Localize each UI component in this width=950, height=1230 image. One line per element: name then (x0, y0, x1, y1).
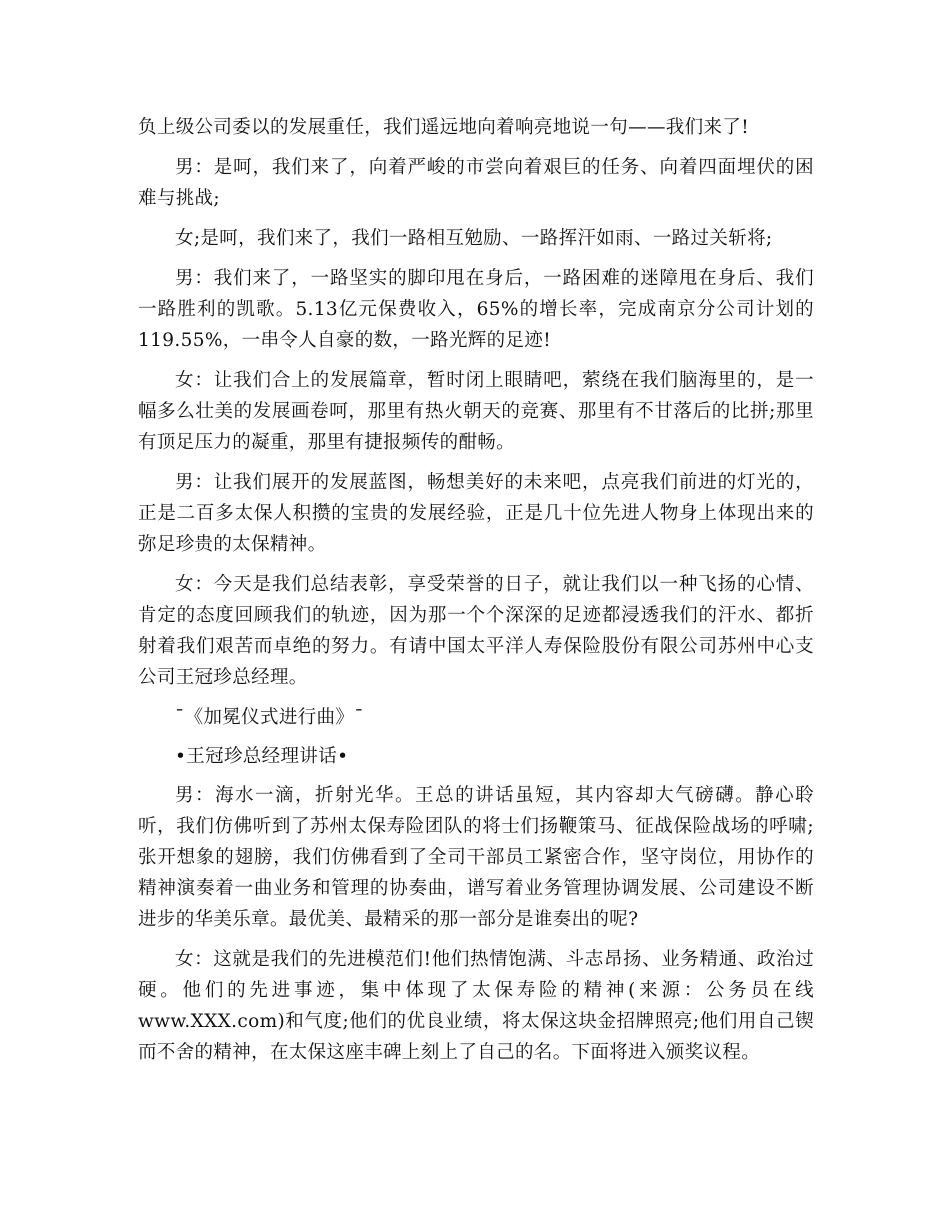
paragraph-female-1: 女;是呵，我们来了，我们一路相互勉励、一路挥汗如雨、一路过关斩将; (175, 228, 773, 249)
paragraph-female-3: 女：今天是我们总结表彰，享受荣誉的日子，就让我们以一种飞扬的心情、肯定的态度回顾我们的轨迹，因为那一个个深深的足迹都浸透我们的汗水、都折射着我们艰苦而卓绝的努力。有请中国太平洋人寿保险股份有限公司苏州中心支公司王冠珍总经理。 (138, 574, 814, 688)
paragraph-male-3: 男：让我们展开的发展蓝图，畅想美好的未来吧，点亮我们前进的灯光的，正是二百多太保人积攒的宝贵的发展经验，正是几十位先进人物身上体现出来的弥足珍贵的太保精神。 (138, 472, 814, 555)
paragraph-male-4: 男：海水一滴，折射光华。王总的讲话虽短，其内容却大气磅礴。静心聆听，我们仿佛听到了苏州太保寿险团队的将士们扬鞭策马、征战保险战场的呼啸;张开想象的翅膀，我们仿佛看到了全司干部员工紧密合作，坚守岗位，用协作的精神演奏着一曲业务和管理的协奏曲，谱写着业务管理协调发展、公司建设不断进步的华美乐章。最优美、最精采的那一部分是谁奏出的呢? (138, 785, 814, 930)
music-cue: ¯《加冕仪式进行曲》¯ (175, 707, 364, 728)
document-body (138, 112, 814, 1077)
paragraph-female-2: 女：让我们合上的发展篇章，暂时闭上眼睛吧，萦绕在我们脑海里的，是一幅多么壮美的发展画卷呵，那里有热火朝天的竞赛、那里有不甘落后的比拼;那里有顶足压力的凝重，那里有捷报频传的酣畅。 (138, 370, 814, 453)
paragraph-continuation: 负上级公司委以的发展重任，我们遥远地向着响亮地说一句——我们来了! (138, 117, 749, 138)
speech-cue: •王冠珍总经理讲话• (175, 746, 349, 767)
paragraph-male-2: 男：我们来了，一路坚实的脚印甩在身后，一路困难的迷障甩在身后、我们一路胜利的凯歌。5.13亿元保费收入，65%的增长率，完成南京分公司计划的119.55%，一串令人自豪的数，一路光辉的足迹! (138, 268, 814, 351)
paragraph-male-1: 男：是呵，我们来了，向着严峻的市尝向着艰巨的任务、向着四面埋伏的困难与挑战; (138, 157, 814, 209)
paragraph-female-4: 女：这就是我们的先进模范们!他们热情饱满、斗志昂扬、业务精通、政治过硬。他们的先进事迹，集中体现了太保寿险的精神(来源：公务员在线www.XXX.com)和气度;他们的优良业绩，将太保这块金招牌照亮;他们用自己锲而不舍的精神，在太保这座丰碑上刻上了自己的名。下面将进入颁奖议程。 (138, 949, 814, 1063)
